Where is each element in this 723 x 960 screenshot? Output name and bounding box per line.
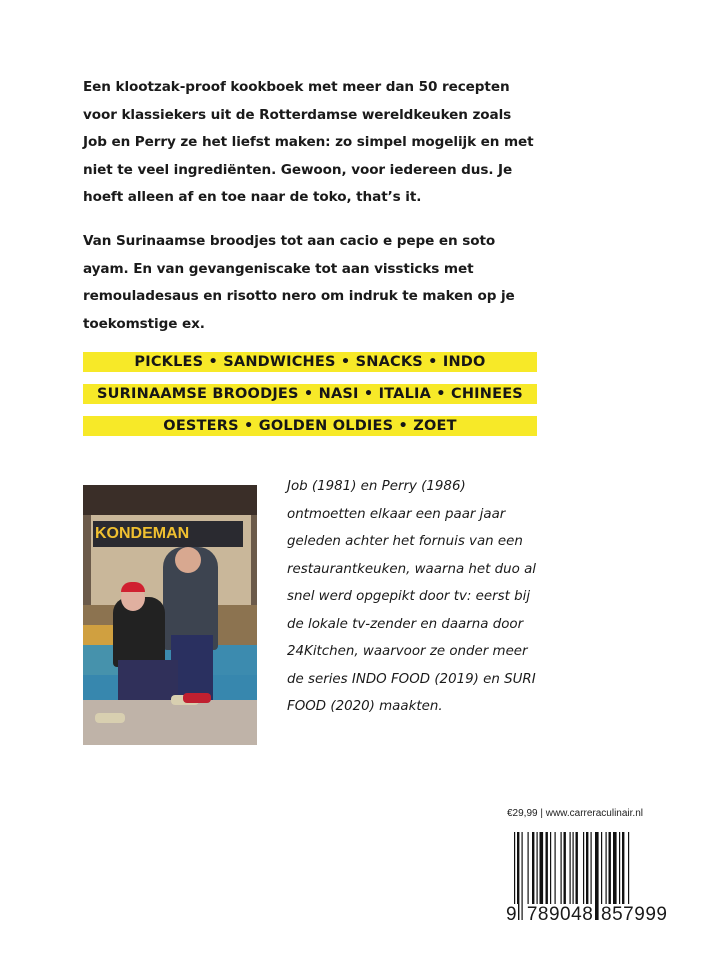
authors-photo xyxy=(83,485,257,745)
category-banner-3: OESTERS • GOLDEN OLDIES • ZOET xyxy=(83,416,537,436)
category-banner-2: SURINAAMSE BROODJES • NASI • ITALIA • CHINEES xyxy=(83,384,537,404)
shop-sign: KONDEMAN xyxy=(95,525,190,542)
intro-paragraph-2: Van Surinaamse broodjes tot aan cacio e pepe en soto ayam. En van gevangeniscake tot aan vissticks met remouladesaus en risotto nero om indruk te maken op je toekomstige ex. xyxy=(83,233,515,332)
authors-bio: Job (1981) en Perry (1986) ontmoetten elkaar een paar jaar geleden achter het fornuis van een restaurantkeuken, waarna het duo al snel werd opgepikt door tv: eerst bij de lokale tv-zender en daarna door 24Kitchen, waarvoor ze onder meer de series INDO FOOD (2019) en SURI FOOD (2020) maakten. xyxy=(287,479,536,714)
isbn-lead-digit: 9 xyxy=(506,904,518,925)
intro-paragraph-1: Een klootzak-proof kookboek met meer dan 50 recepten voor klassiekers uit de Rotterdamse wereldkeuken zoals Job en Perry ze het liefst maken: zo simpel mogelijk en met niet te veel ingrediënten. Gewoon, voor iedereen dus. Je hoeft alleen af en toe naar de toko, that’s it. xyxy=(83,79,534,205)
isbn-group-1: 789048 xyxy=(526,904,594,925)
isbn-group-2: 857999 xyxy=(601,904,668,925)
category-banner-1: PICKLES • SANDWICHES • SNACKS • INDO xyxy=(83,352,537,372)
price-and-website: €29,99 | www.carreraculinair.nl xyxy=(507,808,643,819)
isbn-number xyxy=(505,904,668,926)
